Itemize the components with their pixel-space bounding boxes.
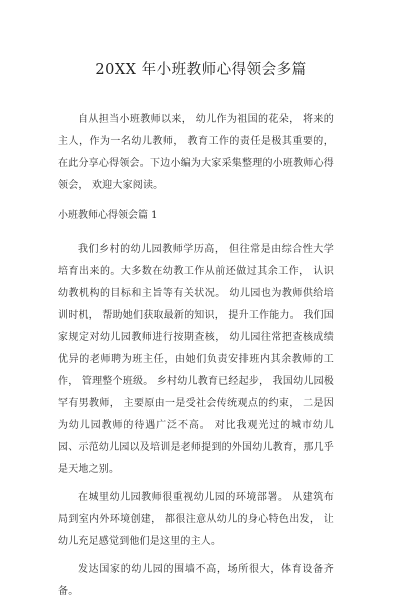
section-heading: 小班教师心得领会篇 1 [58,210,158,221]
body-paragraph: 发达国家的幼儿园的围墙不高，场所很大，体育设备齐备。 [58,564,334,597]
document-title: 20XX 年小班教师心得领会多篇 [95,62,307,78]
body-paragraph: 在城里幼儿园教师很重视幼儿园的环境部署。 从建筑布局到室内外环境创建， 都很注意从幼儿的身心特色出发， 让幼儿充足感觉到他们是这里的主人。 [58,492,334,547]
intro-paragraph: 自从担当小班教师以来， 幼儿作为祖国的花朵， 将来的主人，作为一名幼儿教师， 教育工作的责任是极其重要的， 在此分享心得领会。下边小编为大家采集整理的小班教师心得领会， 欢迎大家阅读。 [58,114,334,191]
body-paragraph: 我们乡村的幼儿园教师学历高， 但往常是由综合性大学培育出来的。大多数在幼教工作从前还做过其余工作， 认识幼教机构的目标和主旨等有关状况。 幼儿园也为教师供给培训时机， 帮助她们获取最新的知识， 提升工作能力。 我们国家规定对幼儿园教师进行按期查核， 幼儿园往常把查核成绩优异的老师聘为班主任，由她们负责安排班内其余教师的工作， 管理整个班级。 乡村幼儿教育已经起步， 我国幼儿园极罕有男教师， 主要原由一是受社会传统观点的约束， 二是因为幼儿园教师的待遇广泛不高。 对比我观光过的城市幼儿园、示范幼儿园以及培训是老师提到的外国幼儿教育，那几乎是天地之别。 [58,244,334,475]
